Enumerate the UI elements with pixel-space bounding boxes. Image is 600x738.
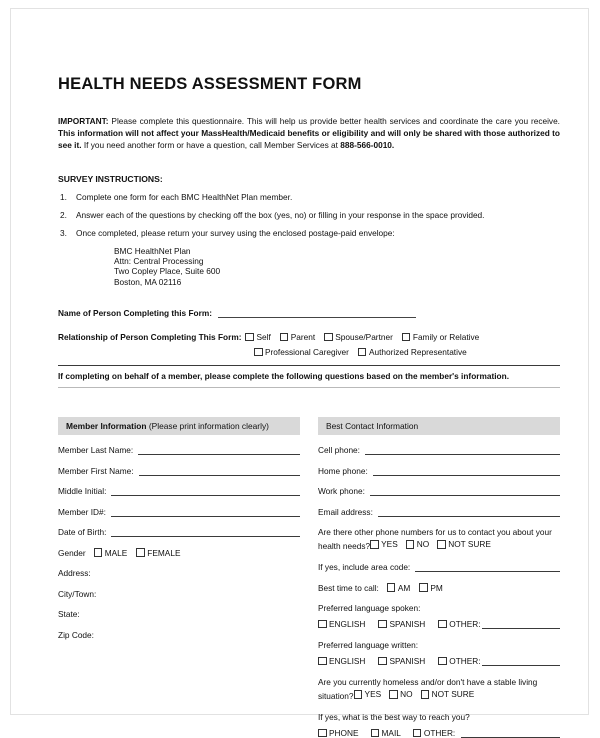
best-contact-information-header bbox=[318, 417, 560, 435]
field-city-town-label: City/Town: bbox=[58, 588, 97, 599]
checkbox-written-other[interactable] bbox=[438, 656, 480, 666]
field-member-last-name bbox=[58, 445, 300, 455]
address-line: Boston, MA 02116 bbox=[114, 276, 182, 287]
name-of-person-row bbox=[58, 308, 560, 318]
checkbox-label: Parent bbox=[290, 332, 316, 343]
reach-other-input[interactable] bbox=[461, 729, 560, 738]
member-information-header bbox=[58, 417, 300, 435]
field-work-phone bbox=[318, 486, 560, 496]
checkbox-label: SPANISH bbox=[389, 656, 426, 667]
checkbox-label: ENGLISH bbox=[329, 656, 366, 667]
important-lead: IMPORTANT: bbox=[58, 116, 109, 126]
checkbox-professional-caregiver[interactable] bbox=[254, 346, 349, 358]
checkbox-label: NO bbox=[400, 688, 413, 699]
checkbox-box-icon bbox=[280, 333, 289, 342]
checkbox-spouse-partner[interactable] bbox=[324, 331, 393, 343]
field-label: If yes, include area code: bbox=[318, 562, 411, 573]
field-label: Member ID#: bbox=[58, 506, 106, 517]
checkbox-box-icon bbox=[389, 690, 398, 699]
checkbox-label: OTHER: bbox=[449, 656, 481, 667]
checkbox-box-icon bbox=[413, 729, 422, 738]
checkbox-label: Self bbox=[256, 332, 271, 343]
checkbox-box-icon bbox=[370, 540, 379, 549]
checkbox-box-icon bbox=[254, 348, 263, 357]
checkbox-box-icon bbox=[438, 620, 447, 629]
homeless-options bbox=[354, 689, 483, 701]
preferred-language-written-options bbox=[318, 656, 560, 666]
field-middle-initial bbox=[58, 486, 300, 496]
field-address-label: Address: bbox=[58, 568, 91, 579]
checkbox-label: Spouse/Partner bbox=[335, 332, 393, 343]
checkbox-spoken-other[interactable] bbox=[438, 619, 480, 629]
checkbox-spoken-english[interactable] bbox=[318, 619, 365, 629]
form-content bbox=[58, 75, 560, 738]
field-zip-code-label: Zip Code: bbox=[58, 629, 94, 640]
checkbox-label: PHONE bbox=[329, 728, 359, 738]
relationship-line-1 bbox=[58, 331, 560, 343]
checkbox-label: MAIL bbox=[381, 728, 401, 738]
checkbox-gender-female[interactable] bbox=[136, 548, 180, 558]
column-gap bbox=[300, 417, 318, 738]
checkbox-written-spanish[interactable] bbox=[378, 656, 425, 666]
relationship-line-2 bbox=[58, 346, 560, 358]
checkbox-label: Authorized Representative bbox=[368, 347, 467, 358]
important-text-1: Please complete this questionnaire. This will help us provide better health services and coordinate the care you receive. bbox=[108, 116, 560, 126]
checkbox-box-icon bbox=[378, 657, 387, 666]
field-area-code bbox=[318, 562, 560, 572]
homeless-question-block bbox=[318, 677, 560, 702]
checkbox-label: AM bbox=[397, 582, 411, 593]
preferred-language-written-label: Preferred language written: bbox=[318, 640, 419, 651]
checkbox-box-icon bbox=[324, 333, 333, 342]
instruction-item bbox=[58, 210, 560, 221]
field-label: Cell phone: bbox=[318, 445, 360, 456]
checkbox-box-icon bbox=[318, 729, 327, 738]
return-address bbox=[114, 246, 560, 288]
checkbox-label: Professional Caregiver bbox=[265, 347, 349, 358]
field-label: Email address: bbox=[318, 506, 373, 517]
checkbox-label: FEMALE bbox=[147, 547, 181, 558]
form-columns bbox=[58, 417, 560, 738]
gender-label: Gender bbox=[58, 547, 86, 558]
relationship-label: Relationship of Person Completing This Form: bbox=[58, 332, 242, 343]
checkbox-homeless-yes[interactable] bbox=[354, 689, 382, 701]
other-phone-numbers-question-block bbox=[318, 527, 560, 552]
checkbox-homeless-no[interactable] bbox=[389, 689, 412, 701]
instruction-number: 3. bbox=[60, 227, 67, 238]
field-label: Member Last Name: bbox=[58, 445, 134, 456]
relationship-row bbox=[58, 331, 560, 358]
checkbox-label: NOT SURE bbox=[448, 538, 491, 549]
checkbox-label: NO bbox=[416, 538, 430, 549]
best-time-to-call-row bbox=[318, 583, 560, 593]
divider-bottom bbox=[58, 387, 560, 388]
instruction-number: 1. bbox=[60, 191, 67, 202]
gender-row bbox=[58, 548, 300, 558]
form-page bbox=[10, 8, 589, 738]
checkbox-box-icon bbox=[358, 348, 367, 357]
member-first-name-input[interactable] bbox=[139, 467, 300, 476]
address-line: BMC HealthNet Plan bbox=[114, 245, 191, 256]
member-last-name-input[interactable] bbox=[138, 446, 300, 455]
address-line: Attn: Central Processing bbox=[114, 256, 204, 267]
name-of-person-input[interactable] bbox=[218, 308, 416, 318]
instruction-text: Answer each of the questions by checking off the box (yes, no) or filling in your response in the space provided. bbox=[76, 209, 485, 220]
checkbox-label: MALE bbox=[104, 547, 128, 558]
page-title: HEALTH NEEDS ASSESSMENT FORM bbox=[58, 75, 362, 93]
field-label: Member First Name: bbox=[58, 465, 134, 476]
preferred-language-spoken-label: Preferred language spoken: bbox=[318, 603, 421, 614]
checkbox-other-phones-no[interactable] bbox=[406, 539, 429, 551]
preferred-language-spoken-options bbox=[318, 619, 560, 629]
member-information-section bbox=[58, 417, 300, 738]
field-label: Home phone: bbox=[318, 465, 368, 476]
checkbox-box-icon bbox=[354, 690, 363, 699]
name-of-person-label: Name of Person Completing this Form: bbox=[58, 308, 212, 319]
instruction-text: Complete one form for each BMC HealthNet Plan member. bbox=[76, 191, 293, 202]
checkbox-box-icon bbox=[402, 333, 411, 342]
best-contact-information-header-title: Best Contact Information bbox=[326, 421, 419, 432]
behalf-note: If completing on behalf of a member, please complete the following questions based on the member's information. bbox=[58, 371, 509, 382]
best-way-to-reach-label: If yes, what is the best way to reach you? bbox=[318, 712, 470, 723]
field-email-address bbox=[318, 507, 560, 517]
field-label: Middle Initial: bbox=[58, 486, 107, 497]
checkbox-box-icon bbox=[318, 620, 327, 629]
checkbox-label: ENGLISH bbox=[329, 619, 366, 630]
important-bold-1: This information will not affect your MassHealth/Medicaid benefits or eligibility and will only be shared with those authorized to see it. bbox=[58, 128, 560, 151]
email-address-input[interactable] bbox=[378, 508, 560, 517]
checkbox-other-phones-yes[interactable] bbox=[370, 539, 398, 551]
checkbox-box-icon bbox=[406, 540, 415, 549]
member-id-input[interactable] bbox=[111, 508, 300, 517]
instruction-number: 2. bbox=[60, 209, 67, 220]
checkbox-label: YES bbox=[364, 688, 382, 699]
field-label: Work phone: bbox=[318, 486, 365, 497]
checkbox-box-icon bbox=[371, 729, 380, 738]
checkbox-box-icon bbox=[136, 548, 145, 557]
field-date-of-birth bbox=[58, 527, 300, 537]
checkbox-best-time-pm[interactable] bbox=[419, 583, 442, 593]
work-phone-input[interactable] bbox=[370, 487, 560, 496]
home-phone-input[interactable] bbox=[373, 467, 560, 476]
instruction-item bbox=[58, 228, 560, 239]
checkbox-label: OTHER: bbox=[423, 728, 456, 738]
checkbox-label: YES bbox=[381, 538, 398, 549]
checkbox-box-icon bbox=[378, 620, 387, 629]
field-cell-phone bbox=[318, 445, 560, 455]
field-state-label: State: bbox=[58, 609, 80, 620]
other-phone-numbers-options bbox=[370, 539, 499, 551]
instruction-item bbox=[58, 192, 560, 203]
survey-instructions-list bbox=[58, 192, 560, 239]
important-text-2: If you need another form or have a question, call Member Services at bbox=[81, 140, 341, 151]
checkbox-homeless-not-sure[interactable] bbox=[421, 689, 475, 701]
best-time-to-call-label: Best time to call: bbox=[318, 582, 379, 593]
checkbox-label: PM bbox=[430, 582, 443, 593]
checkbox-box-icon bbox=[421, 690, 430, 699]
best-contact-information-section bbox=[318, 417, 560, 738]
checkbox-parent[interactable] bbox=[280, 331, 315, 343]
checkbox-spoken-spanish[interactable] bbox=[378, 619, 425, 629]
checkbox-box-icon bbox=[437, 540, 446, 549]
area-code-input[interactable] bbox=[415, 563, 560, 572]
date-of-birth-input[interactable] bbox=[111, 528, 300, 537]
homeless-question: Are you currently homeless and/or don't have a stable living situation? bbox=[318, 677, 538, 701]
other-phone-numbers-question: Are there other phone numbers for us to contact you about your health needs? bbox=[318, 527, 552, 551]
field-home-phone bbox=[318, 466, 560, 476]
checkbox-box-icon bbox=[245, 333, 254, 342]
field-member-first-name bbox=[58, 466, 300, 476]
important-notice bbox=[58, 115, 560, 152]
checkbox-family-or-relative[interactable] bbox=[402, 331, 479, 343]
checkbox-box-icon bbox=[387, 583, 396, 592]
checkbox-authorized-representative[interactable] bbox=[358, 346, 467, 358]
checkbox-self[interactable] bbox=[245, 331, 270, 343]
instruction-text: Once completed, please return your survey using the enclosed postage-paid envelope: bbox=[76, 227, 395, 238]
checkbox-label: NOT SURE bbox=[431, 688, 475, 699]
member-information-header-sub: (Please print information clearly) bbox=[146, 421, 269, 432]
address-line: Two Copley Place, Suite 600 bbox=[114, 266, 221, 277]
middle-initial-input[interactable] bbox=[111, 487, 300, 496]
field-member-id bbox=[58, 507, 300, 517]
spoken-other-input[interactable] bbox=[482, 620, 560, 629]
written-other-input[interactable] bbox=[482, 657, 560, 666]
checkbox-box-icon bbox=[318, 657, 327, 666]
cell-phone-input[interactable] bbox=[365, 446, 560, 455]
checkbox-gender-male[interactable] bbox=[94, 548, 128, 558]
survey-instructions-heading: SURVEY INSTRUCTIONS: bbox=[58, 173, 163, 184]
important-phone: 888-566-0010. bbox=[340, 140, 395, 151]
checkbox-best-time-am[interactable] bbox=[387, 583, 410, 593]
checkbox-box-icon bbox=[419, 583, 428, 592]
member-information-header-title: Member Information bbox=[66, 421, 147, 432]
checkbox-box-icon bbox=[438, 657, 447, 666]
checkbox-label: OTHER: bbox=[449, 619, 481, 630]
checkbox-label: Family or Relative bbox=[412, 332, 480, 343]
field-label: Date of Birth: bbox=[58, 527, 107, 538]
checkbox-written-english[interactable] bbox=[318, 656, 365, 666]
checkbox-other-phones-not-sure[interactable] bbox=[437, 539, 491, 551]
checkbox-label: SPANISH bbox=[389, 619, 426, 630]
checkbox-box-icon bbox=[94, 548, 103, 557]
